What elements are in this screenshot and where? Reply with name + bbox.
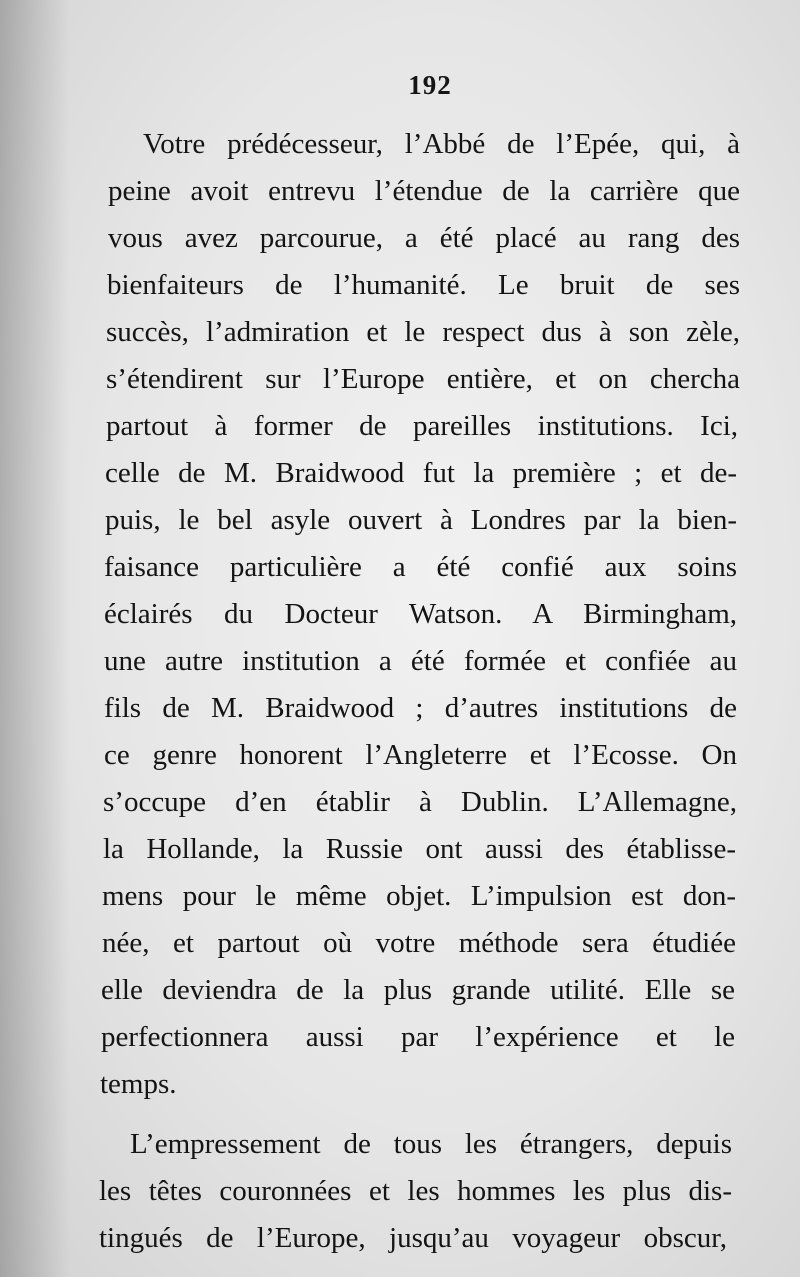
- text-line: tingués de l’Europe, jusqu’au voyageur obscur,: [99, 1222, 727, 1254]
- text-line: Votre prédécesseur, l’Abbé de l’Epée, qui, à: [143, 128, 740, 160]
- text-line: L’empressement de tous les étrangers, depuis: [130, 1128, 732, 1160]
- text-line: elle deviendra de la plus grande utilité. Elle se: [101, 974, 735, 1006]
- text-line: ce genre honorent l’Angleterre et l’Ecosse. On: [104, 739, 737, 771]
- text-line: succès, l’admiration et le respect dus à son zèle,: [106, 316, 740, 348]
- text-line: puis, le bel asyle ouvert à Londres par la bien-: [105, 504, 737, 536]
- page-number: 192: [408, 70, 452, 100]
- text-line: les têtes couronnées et les hommes les plus dis-: [99, 1175, 732, 1207]
- text-line: mens pour le même objet. L’impulsion est don-: [102, 880, 736, 912]
- text-line: faisance particulière a été confié aux soins: [104, 551, 737, 583]
- text-line: fils de M. Braidwood ; d’autres institutions de: [104, 692, 737, 724]
- text-line: née, et partout où votre méthode sera étudiée: [102, 927, 736, 959]
- text-line: perfectionnera aussi par l’expérience et le: [101, 1021, 735, 1053]
- text-line: s’étendirent sur l’Europe entière, et on chercha: [106, 363, 740, 395]
- text-line: peine avoit entrevu l’étendue de la carrière que: [108, 175, 740, 207]
- text-line: vous avez parcourue, a été placé au rang des: [108, 222, 740, 254]
- text-line: éclairés du Docteur Watson. A Birmingham,: [104, 598, 737, 630]
- text-line: temps.: [100, 1068, 177, 1100]
- text-line: s’occupe d’en établir à Dublin. L’Allemagne,: [103, 786, 737, 818]
- text-line: une autre institution a été formée et confiée au: [104, 645, 737, 677]
- text-line: partout à former de pareilles institutions. Ici,: [106, 410, 738, 442]
- gutter-shadow: [0, 0, 70, 1277]
- text-line: celle de M. Braidwood fut la première ; et de-: [105, 457, 737, 489]
- text-line: bienfaiteurs de l’humanité. Le bruit de ses: [107, 269, 740, 301]
- text-line: la Hollande, la Russie ont aussi des établisse-: [103, 833, 736, 865]
